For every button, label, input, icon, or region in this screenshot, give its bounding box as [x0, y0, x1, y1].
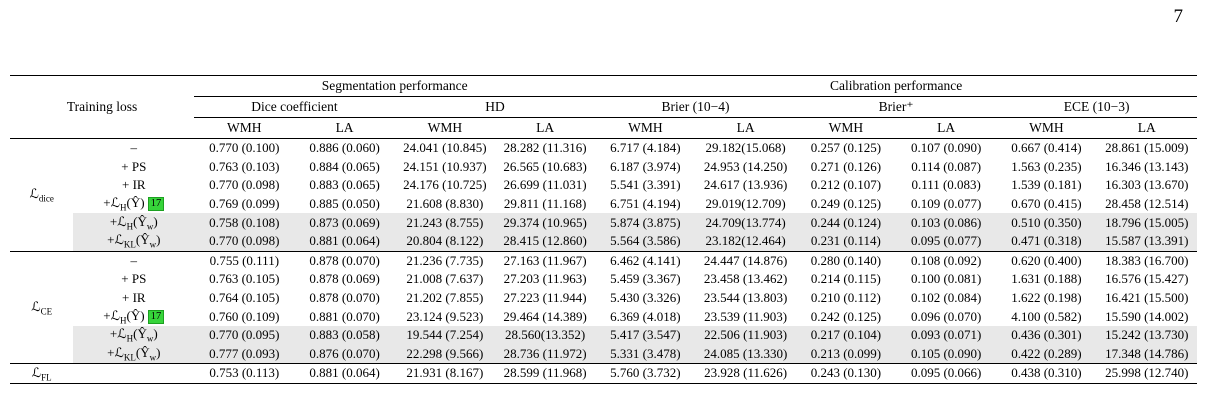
- value-cell: 17.348 (14.786): [1097, 345, 1197, 364]
- value-cell: 0.471 (0.318): [996, 232, 1096, 251]
- table-row: [10, 139, 1197, 158]
- dataset-header-7: LA: [896, 118, 996, 139]
- value-cell: 20.804 (8.122): [395, 232, 495, 251]
- value-cell: 27.203 (11.963): [503, 271, 587, 287]
- value-cell: 0.100 (0.081): [910, 271, 982, 287]
- bottom-rule-cell: [10, 383, 1197, 386]
- value-cell: 0.095 (0.077): [896, 232, 996, 251]
- value-cell: 0.886 (0.060): [309, 140, 380, 156]
- header-dataset-row: [10, 118, 1197, 139]
- value-cell: 0.770 (0.095): [194, 326, 294, 345]
- citation-badge[interactable]: 17: [148, 310, 165, 324]
- value-cell: 24.176 (10.725): [403, 177, 487, 193]
- value-cell: 6.717 (4.184): [610, 140, 681, 156]
- value-cell: 24.709(13.774): [696, 213, 796, 232]
- row-label: $+ℒ_{KL}(Ŷ_w)$: [73, 232, 194, 251]
- table-row: [10, 195, 1197, 214]
- table-row: [10, 270, 1197, 289]
- value-cell: 15.590 (14.002): [1105, 308, 1189, 324]
- value-cell: 23.124 (9.523): [406, 308, 484, 324]
- value-cell: 24.617 (13.936): [703, 177, 788, 193]
- value-cell: 27.163 (11.967): [495, 251, 595, 270]
- loss-section-label-2: ℒ$_{FL}$: [10, 364, 73, 384]
- loss-section-label-1: ℒ$_{CE}$: [10, 251, 73, 364]
- value-cell: 0.764 (0.105): [209, 290, 280, 306]
- table-row: [10, 326, 1197, 345]
- value-cell: 0.093 (0.071): [896, 326, 996, 345]
- value-cell: 0.883 (0.065): [309, 177, 380, 193]
- results-table: [10, 75, 1197, 386]
- supergroup-header-segmentation: Segmentation performance: [194, 76, 595, 97]
- value-cell: 16.576 (15.427): [1105, 271, 1189, 287]
- table-row: [10, 289, 1197, 308]
- metric-group-header-0: Dice coefficient: [194, 97, 395, 118]
- value-cell: 0.878 (0.069): [309, 271, 380, 287]
- value-cell: 0.670 (0.415): [1011, 196, 1082, 212]
- table-row: [10, 232, 1197, 251]
- value-cell: 21.243 (8.755): [395, 213, 495, 232]
- value-cell: 0.763 (0.103): [209, 158, 280, 174]
- value-cell: 18.796 (15.005): [1097, 213, 1197, 232]
- value-cell: 0.878 (0.070): [294, 251, 394, 270]
- row-label: + IR: [122, 177, 146, 193]
- value-cell: 0.876 (0.070): [294, 345, 394, 364]
- value-cell: 25.998 (12.740): [1097, 364, 1197, 384]
- value-cell: 5.760 (3.732): [595, 364, 695, 384]
- value-cell: 18.383 (16.700): [1097, 251, 1197, 270]
- value-cell: 28.599 (11.968): [495, 364, 595, 384]
- value-cell: 28.415 (12.860): [495, 232, 595, 251]
- value-cell: 0.881 (0.064): [294, 232, 394, 251]
- value-cell: 0.878 (0.070): [309, 290, 380, 306]
- value-cell: 0.244 (0.124): [796, 213, 896, 232]
- value-cell: 0.214 (0.115): [810, 271, 881, 287]
- value-cell: 29.464 (14.389): [503, 308, 587, 324]
- value-cell: 5.430 (3.326): [610, 290, 681, 306]
- value-cell: 16.421 (15.500): [1105, 290, 1189, 306]
- dataset-header-4: WMH: [595, 118, 695, 139]
- value-cell: 0.102 (0.084): [910, 290, 982, 306]
- value-cell: 21.931 (8.167): [395, 364, 495, 384]
- loss-section-label-0: ℒ$_{dice}$: [29, 185, 54, 204]
- value-cell: 5.331 (3.478): [595, 345, 695, 364]
- spacer-cell: [10, 76, 73, 97]
- value-cell: 15.587 (13.391): [1097, 232, 1197, 251]
- value-cell: 23.928 (11.626): [696, 364, 796, 384]
- value-cell: 24.953 (14.250): [703, 158, 788, 174]
- value-cell: 1.631 (0.188): [1011, 271, 1082, 287]
- value-cell: 6.462 (4.141): [595, 251, 695, 270]
- row-label: $+ℒ_H(Ŷ_w)$: [73, 213, 194, 232]
- value-cell: 0.667 (0.414): [1011, 140, 1082, 156]
- row-label: + IR: [122, 290, 146, 306]
- dataset-header-5: LA: [696, 118, 796, 139]
- value-cell: 16.303 (13.670): [1105, 177, 1189, 193]
- value-cell: 0.111 (0.083): [911, 177, 981, 193]
- value-cell: 0.758 (0.108): [194, 213, 294, 232]
- value-cell: 0.242 (0.125): [810, 308, 882, 324]
- value-cell: 0.881 (0.070): [309, 308, 380, 324]
- value-cell: 0.105 (0.090): [896, 345, 996, 364]
- value-cell: 23.458 (13.462): [703, 271, 788, 287]
- value-cell: 0.881 (0.064): [294, 364, 394, 384]
- value-cell: 29.811 (11.168): [503, 196, 587, 212]
- metric-group-header-2: Brier (10−4): [595, 97, 796, 118]
- value-cell: 19.544 (7.254): [395, 326, 495, 345]
- training-loss-header: Training loss: [66, 99, 138, 114]
- bottom-rule: [10, 383, 1197, 386]
- value-cell: 22.298 (9.566): [395, 345, 495, 364]
- table-row: [10, 158, 1197, 177]
- row-label: $+ℒ_H(Ŷ_w)$: [73, 326, 194, 345]
- value-cell: 0.873 (0.069): [294, 213, 394, 232]
- value-cell: 23.544 (13.803): [703, 290, 788, 306]
- value-cell: 16.346 (13.143): [1105, 158, 1189, 174]
- value-cell: 0.763 (0.105): [209, 271, 280, 287]
- value-cell: 0.770 (0.100): [209, 140, 280, 156]
- value-cell: 24.041 (10.845): [403, 140, 487, 156]
- value-cell: 0.243 (0.130): [796, 364, 896, 384]
- dataset-header-6: WMH: [796, 118, 896, 139]
- value-cell: 0.760 (0.109): [209, 308, 280, 324]
- value-cell: 0.114 (0.087): [911, 158, 982, 174]
- row-label: + PS: [121, 158, 147, 174]
- value-cell: 21.008 (7.637): [406, 271, 484, 287]
- value-cell: 0.103 (0.086): [896, 213, 996, 232]
- value-cell: 0.436 (0.301): [996, 326, 1096, 345]
- value-cell: 0.885 (0.050): [309, 196, 380, 212]
- value-cell: 0.107 (0.090): [910, 140, 982, 156]
- value-cell: 0.755 (0.111): [194, 251, 294, 270]
- value-cell: 5.459 (3.367): [610, 271, 681, 287]
- value-cell: 0.620 (0.400): [996, 251, 1096, 270]
- value-cell: 29.374 (10.965): [495, 213, 595, 232]
- spacer-cell: [10, 118, 73, 139]
- value-cell: 0.108 (0.092): [896, 251, 996, 270]
- table-row: [10, 176, 1197, 195]
- value-cell: 29.019(12.709): [705, 196, 786, 212]
- table-row: [10, 251, 1197, 270]
- value-cell: 0.753 (0.113): [194, 364, 294, 384]
- value-cell: 5.564 (3.586): [595, 232, 695, 251]
- metric-group-header-4: ECE (10−3): [996, 97, 1197, 118]
- table-row: [10, 213, 1197, 232]
- value-cell: 28.861 (15.009): [1105, 140, 1189, 156]
- value-cell: 5.874 (3.875): [595, 213, 695, 232]
- value-cell: 15.242 (13.730): [1097, 326, 1197, 345]
- value-cell: 26.699 (11.031): [503, 177, 587, 193]
- value-cell: 21.608 (8.830): [406, 196, 484, 212]
- citation-badge[interactable]: 17: [148, 197, 165, 211]
- value-cell: 0.096 (0.070): [910, 308, 982, 324]
- value-cell: 0.883 (0.058): [294, 326, 394, 345]
- value-cell: 6.751 (4.194): [610, 196, 681, 212]
- metric-group-header-1: HD: [395, 97, 596, 118]
- spacer-cell: [73, 76, 194, 97]
- value-cell: 23.182(12.464): [696, 232, 796, 251]
- value-cell: 0.217 (0.104): [796, 326, 896, 345]
- row-label: +ℒ$_H$(Ŷ) 17: [73, 195, 194, 214]
- value-cell: 0.213 (0.099): [796, 345, 896, 364]
- results-table-container: [10, 75, 1197, 386]
- dataset-header-0: WMH: [194, 118, 294, 139]
- value-cell: 28.736 (11.972): [495, 345, 595, 364]
- value-cell: 5.541 (3.391): [610, 177, 681, 193]
- value-cell: 0.210 (0.112): [810, 290, 881, 306]
- row-label: –: [73, 251, 194, 270]
- value-cell: 0.422 (0.289): [996, 345, 1096, 364]
- value-cell: 1.563 (0.235): [1011, 158, 1082, 174]
- value-cell: 21.236 (7.735): [395, 251, 495, 270]
- value-cell: 24.085 (13.330): [696, 345, 796, 364]
- value-cell: 6.187 (3.974): [610, 158, 681, 174]
- row-label: + PS: [121, 271, 147, 287]
- value-cell: 0.777 (0.093): [194, 345, 294, 364]
- supergroup-header-calibration: Calibration performance: [595, 76, 1197, 97]
- value-cell: 6.369 (4.018): [610, 308, 681, 324]
- value-cell: 24.151 (10.937): [403, 158, 487, 174]
- value-cell: 0.109 (0.077): [910, 196, 982, 212]
- value-cell: 0.770 (0.098): [209, 177, 280, 193]
- dataset-header-2: WMH: [395, 118, 495, 139]
- header-supergroup-row: [10, 76, 1197, 97]
- value-cell: 1.622 (0.198): [1011, 290, 1082, 306]
- value-cell: 5.417 (3.547): [595, 326, 695, 345]
- value-cell: 0.231 (0.114): [796, 232, 896, 251]
- value-cell: 4.100 (0.582): [1011, 308, 1082, 324]
- table-row: [10, 345, 1197, 364]
- row-label: [73, 364, 194, 384]
- value-cell: 23.539 (11.903): [704, 308, 788, 324]
- table-row: [10, 364, 1197, 384]
- row-label: $+ℒ_{KL}(Ŷ_w)$: [73, 345, 194, 364]
- value-cell: 1.539 (0.181): [1011, 177, 1082, 193]
- value-cell: 26.565 (10.683): [503, 158, 587, 174]
- value-cell: 0.280 (0.140): [796, 251, 896, 270]
- value-cell: 28.458 (12.514): [1105, 196, 1189, 212]
- spacer-cell: [73, 118, 194, 139]
- value-cell: 27.223 (11.944): [503, 290, 587, 306]
- dataset-header-9: LA: [1097, 118, 1197, 139]
- value-cell: 0.212 (0.107): [810, 177, 882, 193]
- table-row: [10, 307, 1197, 326]
- value-cell: 21.202 (7.855): [406, 290, 484, 306]
- value-cell: 22.506 (11.903): [696, 326, 796, 345]
- value-cell: 28.560(13.352): [495, 326, 595, 345]
- header-metric-row: [10, 97, 1197, 118]
- value-cell: 0.095 (0.066): [896, 364, 996, 384]
- value-cell: 28.282 (11.316): [503, 140, 587, 156]
- value-cell: 0.438 (0.310): [996, 364, 1096, 384]
- value-cell: 0.271 (0.126): [810, 158, 882, 174]
- value-cell: 0.770 (0.098): [194, 232, 294, 251]
- dataset-header-1: LA: [294, 118, 394, 139]
- dataset-header-8: WMH: [996, 118, 1096, 139]
- page-number: 7: [1173, 6, 1183, 27]
- row-label: +ℒ$_H$(Ŷ) 17: [73, 307, 194, 326]
- metric-group-header-3: Brier⁺: [796, 97, 997, 118]
- value-cell: 0.257 (0.125): [810, 140, 882, 156]
- dataset-header-3: LA: [495, 118, 595, 139]
- row-label: –: [130, 140, 138, 156]
- value-cell: 0.249 (0.125): [810, 196, 882, 212]
- value-cell: 0.884 (0.065): [309, 158, 380, 174]
- value-cell: 24.447 (14.876): [696, 251, 796, 270]
- value-cell: 0.769 (0.099): [209, 196, 280, 212]
- value-cell: 29.182(15.068): [705, 140, 786, 156]
- value-cell: 0.510 (0.350): [996, 213, 1096, 232]
